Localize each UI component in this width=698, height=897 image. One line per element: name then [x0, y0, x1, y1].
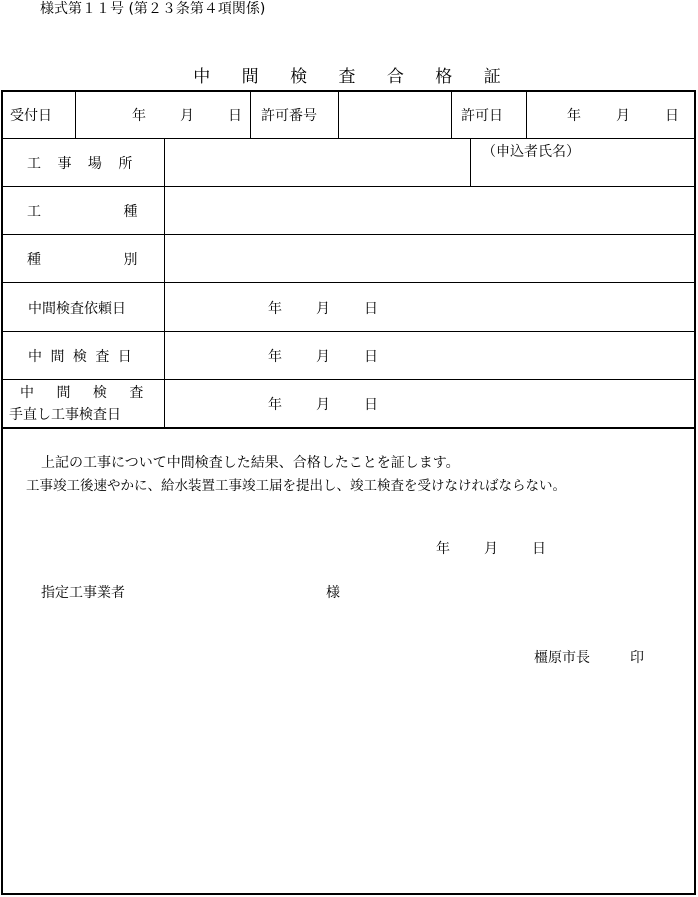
day-label: 日	[228, 108, 242, 124]
year-label: 年	[268, 349, 282, 365]
row-divider-1	[2, 138, 695, 139]
row-divider-3	[2, 234, 695, 235]
col-divider-r1-4	[451, 91, 452, 138]
correction-inspection-date-value	[268, 394, 378, 414]
col-divider-r1-2	[250, 91, 251, 138]
row-divider-4	[2, 282, 695, 283]
year-label: 年	[268, 301, 282, 317]
designated-contractor-label: 指定工事業者	[41, 585, 125, 601]
interim-inspection-date-label: 中 間 検 査 日	[28, 349, 134, 365]
certification-line-2: 工事竣工後速やかに、給水装置工事竣工届を提出し、竣工検査を受けなければならない。	[26, 478, 566, 494]
interim-request-date-label: 中間検査依頼日	[28, 301, 126, 317]
category-text: 種 別	[27, 252, 138, 268]
applicant-divider	[470, 138, 471, 186]
year-label: 年	[436, 541, 450, 557]
honorific-sama: 様	[326, 585, 340, 601]
issue-date	[436, 538, 546, 558]
month-label: 月	[316, 349, 330, 365]
permit-date-value	[567, 105, 679, 125]
month-label: 月	[316, 397, 330, 413]
category-label	[27, 249, 139, 269]
interim-request-date-value	[268, 298, 378, 318]
work-type-text: 工 種	[27, 204, 138, 220]
day-label: 日	[364, 301, 378, 317]
permit-date-label: 許可日	[461, 108, 503, 124]
day-label: 日	[532, 541, 546, 557]
receipt-date-value	[132, 105, 242, 125]
row-divider-6	[2, 379, 695, 380]
month-label: 月	[616, 108, 630, 124]
work-site-label: 工 事 場 所	[27, 156, 139, 172]
col-divider-r1-1	[75, 91, 76, 138]
correction-label-line2: 手直し工事検査日	[9, 407, 121, 423]
day-label: 日	[364, 349, 378, 365]
year-label: 年	[567, 108, 581, 124]
applicant-name-label: （申込者氏名）	[482, 144, 580, 160]
interim-inspection-date-value	[268, 346, 378, 366]
correction-label-line1: 中 間 検 査	[20, 385, 144, 401]
year-label: 年	[132, 108, 146, 124]
col-divider-r1-3	[338, 91, 339, 138]
day-label: 日	[665, 108, 679, 124]
certification-line-1: 上記の工事について中間検査した結果、合格したことを証します。	[41, 455, 460, 471]
seal-mark: 印	[630, 650, 644, 666]
table-bottom-border	[2, 427, 695, 429]
document-title	[0, 62, 698, 87]
month-label: 月	[316, 301, 330, 317]
permit-number-label: 許可番号	[261, 108, 317, 124]
row-divider-2a	[2, 186, 470, 187]
year-label: 年	[268, 397, 282, 413]
title-text: 中 間 検 査 合 格 証	[193, 67, 505, 87]
row-divider-2b	[470, 186, 695, 187]
issuer-mayor: 橿原市長	[534, 650, 590, 666]
row-divider-5	[2, 331, 695, 332]
receipt-date-label: 受付日	[10, 108, 52, 124]
col-divider-r1-5	[526, 91, 527, 138]
label-column-divider	[164, 138, 165, 428]
work-type-label	[27, 201, 139, 221]
form-number: 様式第１１号 (第２３条第４項関係)	[40, 1, 266, 17]
month-label: 月	[484, 541, 498, 557]
month-label: 月	[180, 108, 194, 124]
day-label: 日	[364, 397, 378, 413]
